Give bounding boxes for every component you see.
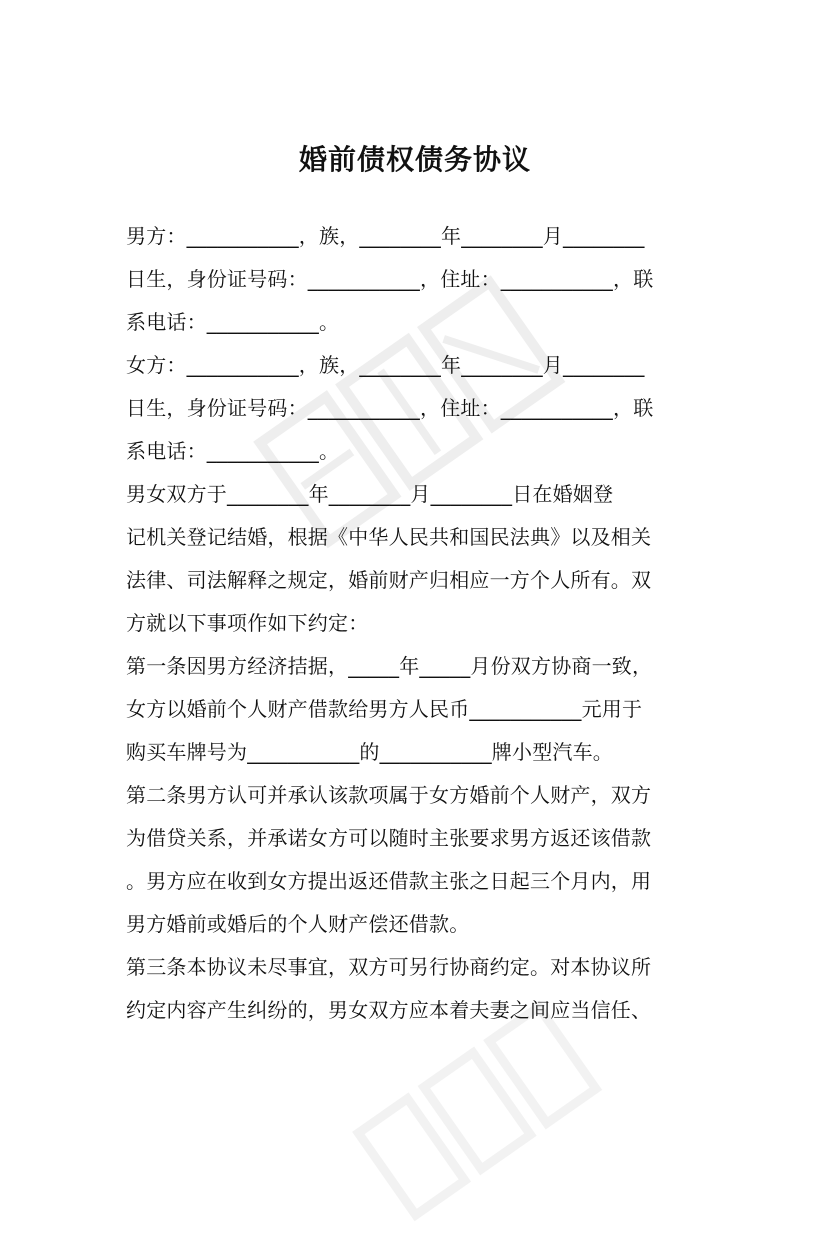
husband-info [126, 215, 711, 344]
text-line: 男方：___________，族，________年________月________ [126, 224, 645, 248]
text-line: 女方以婚前个人财产借款给男方人民币___________元用于 [126, 697, 643, 721]
text-line: 法律、司法解释之规定，婚前财产归相应一方个人所有。双 [126, 568, 652, 592]
text-line: 系电话：___________。 [126, 310, 340, 334]
text-line: 。男方应在收到女方提出返还借款主张之日起三个月内，用 [126, 869, 652, 893]
text-line: 第一条因男方经济拮据，_____年_____月份双方协商一致， [126, 654, 653, 678]
text-line: 系电话：___________。 [126, 439, 340, 463]
marriage-intro [126, 473, 711, 645]
document-body [126, 215, 711, 1032]
text-line: 第二条男方认可并承认该款项属于女方婚前个人财产，双方 [126, 783, 652, 807]
wife-info [126, 344, 711, 473]
text-line: 约定内容产生纠纷的，男女双方应本着夫妻之间应当信任、 [126, 998, 652, 1022]
text-line: 日生，身份证号码：___________，住址：___________，联 [126, 267, 654, 291]
article-1 [126, 645, 711, 774]
text-line: 为借贷关系，并承诺女方可以随时主张要求男方返还该借款 [126, 826, 652, 850]
document-title: 婚前债权债务协议 [298, 143, 531, 176]
article-3 [126, 946, 711, 1032]
text-line: 方就以下事项作如下约定： [126, 611, 369, 635]
text-line: 女方：___________，族，________年________月________ [126, 353, 645, 377]
article-2 [126, 774, 711, 946]
text-line: 购买车牌号为___________的___________牌小型汽车。 [126, 740, 613, 764]
text-line: 第三条本协议未尽事宜，双方可另行协商约定。对本协议所 [126, 955, 652, 979]
text-line: 男方婚前或婚后的个人财产偿还借款。 [126, 912, 470, 936]
text-line: 记机关登记结婚，根据《中华人民共和国民法典》以及相关 [126, 525, 652, 549]
text-line: 男女双方于________年________月________日在婚姻登 [126, 482, 614, 506]
text-line: 日生，身份证号码：___________，住址：___________，联 [126, 396, 654, 420]
